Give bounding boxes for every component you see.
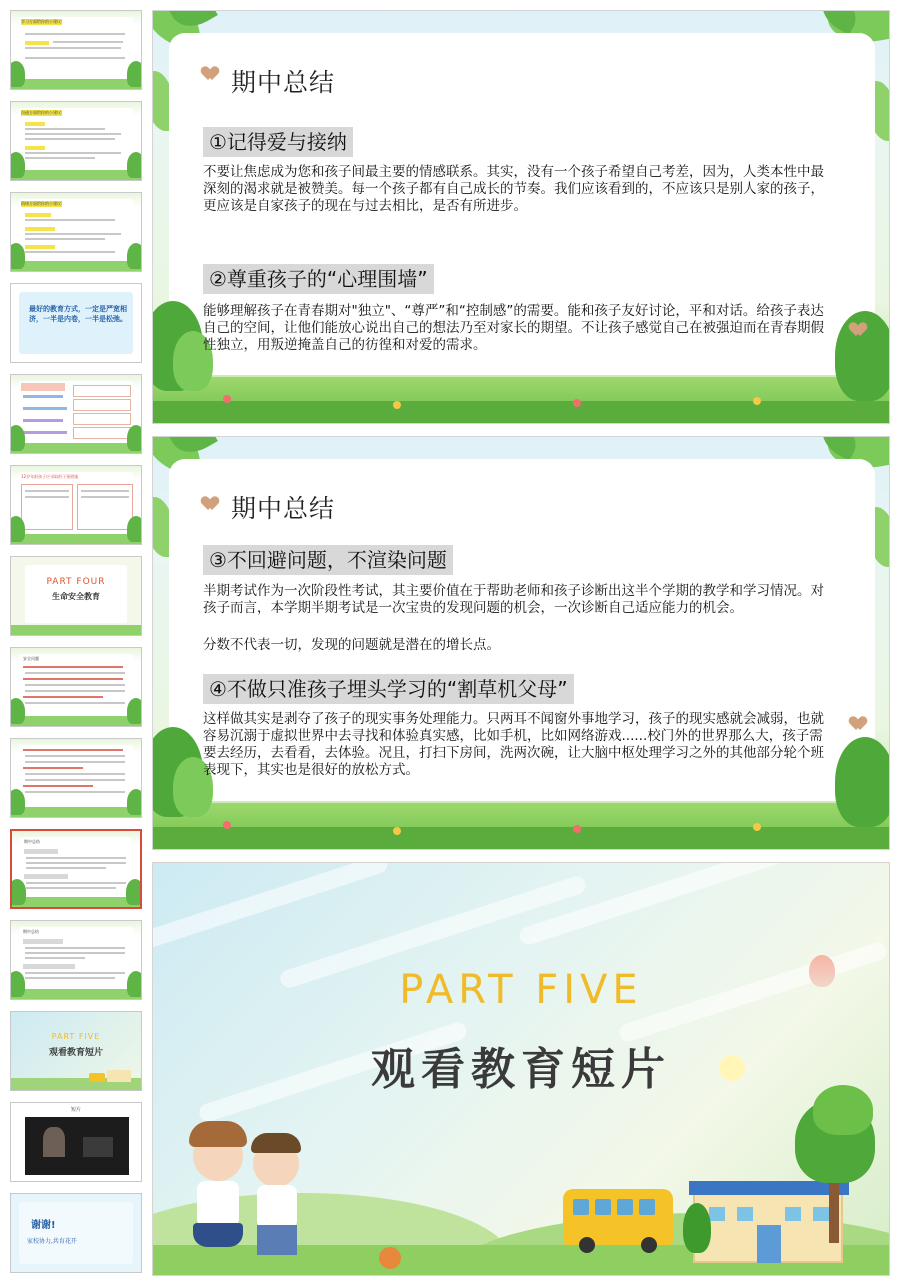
thumbnail-title: PART FIVE bbox=[51, 1032, 101, 1041]
section-body: 能够理解孩子在青春期对"独立"、“尊严”和“控制感”的需要。能和孩子友好讨论，平和对话。给孩子表达自己的空间，让他们能放心说出自己的想法乃至对家长的期望。不让孩子感觉自己在被强迫而在青春期假性独立，用叛逆掩盖自己的彷徨和对爱的需求。 bbox=[203, 303, 824, 353]
thumbnail-content bbox=[19, 108, 133, 170]
slide-2[interactable] bbox=[152, 436, 890, 850]
section-heading: ③不回避问题，不渲染问题 bbox=[203, 545, 453, 575]
slide-thumbnail-9[interactable] bbox=[10, 738, 142, 818]
thumbnail-title: 沟通方面给你的小建议: bbox=[21, 110, 63, 115]
thumbnail-subtitle: 生命安全教育 bbox=[52, 592, 100, 601]
slide-1[interactable] bbox=[152, 10, 890, 424]
slide-thumbnail-8[interactable] bbox=[10, 647, 142, 727]
slide-thumbnail-6[interactable] bbox=[10, 465, 142, 545]
thumbnail-title: 12岁年龄孩子应采取的干预措施 bbox=[21, 474, 79, 479]
slide-title: 期中总结 bbox=[231, 494, 336, 523]
slide-thumbnail-11[interactable] bbox=[10, 920, 142, 1000]
heart-icon bbox=[851, 323, 865, 337]
slide-thumbnail-10[interactable] bbox=[10, 829, 142, 909]
thumbnail-title: 期中总结 bbox=[23, 929, 39, 934]
thumbnail-content bbox=[19, 745, 133, 807]
slide-thumbnail-7[interactable] bbox=[10, 556, 142, 636]
slide-thumbnail-panel[interactable] bbox=[0, 0, 148, 1286]
slide-thumbnail-13[interactable] bbox=[10, 1102, 142, 1182]
slide-thumbnail-12[interactable] bbox=[10, 1011, 142, 1091]
section-body: 半期考试作为一次阶段性考试，其主要价值在于帮助老师和孩子诊断出这半个学期的教学和学习情况。对孩子而言，本学期半期考试是一次宝贵的发现问题的机会，一次诊断自己适应能力的机会。 bbox=[203, 583, 824, 616]
slide-thumbnail-2[interactable] bbox=[10, 101, 142, 181]
part-label: PART FIVE bbox=[399, 967, 643, 1013]
thumbnail-content bbox=[19, 654, 133, 716]
thumbnail-content bbox=[19, 17, 133, 79]
heart-icon bbox=[851, 717, 865, 731]
heart-icon bbox=[203, 497, 217, 511]
slide-3[interactable] bbox=[152, 862, 890, 1276]
thumbnail-content bbox=[19, 927, 133, 989]
thumbnail-title: PART FOUR bbox=[46, 577, 106, 587]
section-body: 不要让焦虑成为您和孩子间最主要的情感联系。其实，没有一个孩子希望自己考差，因为，人类本性中最深刻的渴求就是被赞美。每一个孩子都有自己成长的节奏。我们应该看到的，不应该只是别人家的孩子，更应该是自家孩子的现在与过去相比，是否有所进步。 bbox=[203, 164, 824, 214]
school-building-illustration bbox=[693, 1193, 843, 1263]
slide-title: 观看教育短片 bbox=[371, 1044, 671, 1095]
video-thumbnail[interactable] bbox=[25, 1117, 129, 1175]
thumbnail-title: 期中总结 bbox=[24, 839, 40, 844]
section-heading: ④不做只准孩子埋头学习的“割草机父母” bbox=[203, 674, 574, 704]
slide-thumbnail-5[interactable] bbox=[10, 374, 142, 454]
thumbnail-subtitle: 观看教育短片 bbox=[48, 1048, 103, 1058]
school-bus-illustration bbox=[563, 1189, 673, 1245]
slide-thumbnail-3[interactable] bbox=[10, 192, 142, 272]
thumbnail-title: 情绪方面给你的小建议: bbox=[21, 201, 63, 206]
thumbnail-title: 最好的教育方式，一定是严宽相济，一半是内卷，一半是松弛。 bbox=[29, 305, 127, 323]
thumbnail-title: 安全问题 bbox=[23, 656, 39, 661]
slide-thumbnail-4[interactable] bbox=[10, 283, 142, 363]
slide-thumbnail-1[interactable] bbox=[10, 10, 142, 90]
basketball-icon bbox=[379, 1247, 401, 1269]
thumbnail-content bbox=[19, 472, 133, 534]
thumbnail-title: 谢谢! bbox=[31, 1220, 56, 1231]
thumbnail-title: 短片 bbox=[70, 1107, 81, 1113]
slide-title: 期中总结 bbox=[231, 68, 336, 97]
section-body: 这样做其实是剥夺了孩子的现实事务处理能力。只两耳不闻窗外事地学习，孩子的现实感就会减弱，也就容易沉溺于虚拟世界中去寻找和体验真实感，比如手机，比如网络游戏......校门外的世界那么大，孩子需要去经历，去看看，去体验。况且，打扫下房间，洗两次碗，让大脑中枢处理学习之外的其他部分轮个班表现下，其实也是很好的放松方式。 bbox=[203, 711, 824, 778]
heart-icon bbox=[203, 67, 217, 81]
thumbnail-title: 学习方面给你的小建议: bbox=[21, 19, 63, 24]
thumbnail-content bbox=[19, 199, 133, 261]
section-body: 分数不代表一切，发现的问题就是潜在的增长点。 bbox=[203, 637, 500, 653]
thumbnail-content bbox=[19, 381, 133, 443]
slide-thumbnail-14[interactable] bbox=[10, 1193, 142, 1273]
section-heading: ①记得爱与接纳 bbox=[203, 127, 353, 157]
thumbnail-content bbox=[20, 837, 132, 897]
thumbnail-subtitle: 家校协力,共育花开 bbox=[27, 1238, 77, 1245]
section-heading: ②尊重孩子的“心理围墙” bbox=[203, 264, 434, 294]
